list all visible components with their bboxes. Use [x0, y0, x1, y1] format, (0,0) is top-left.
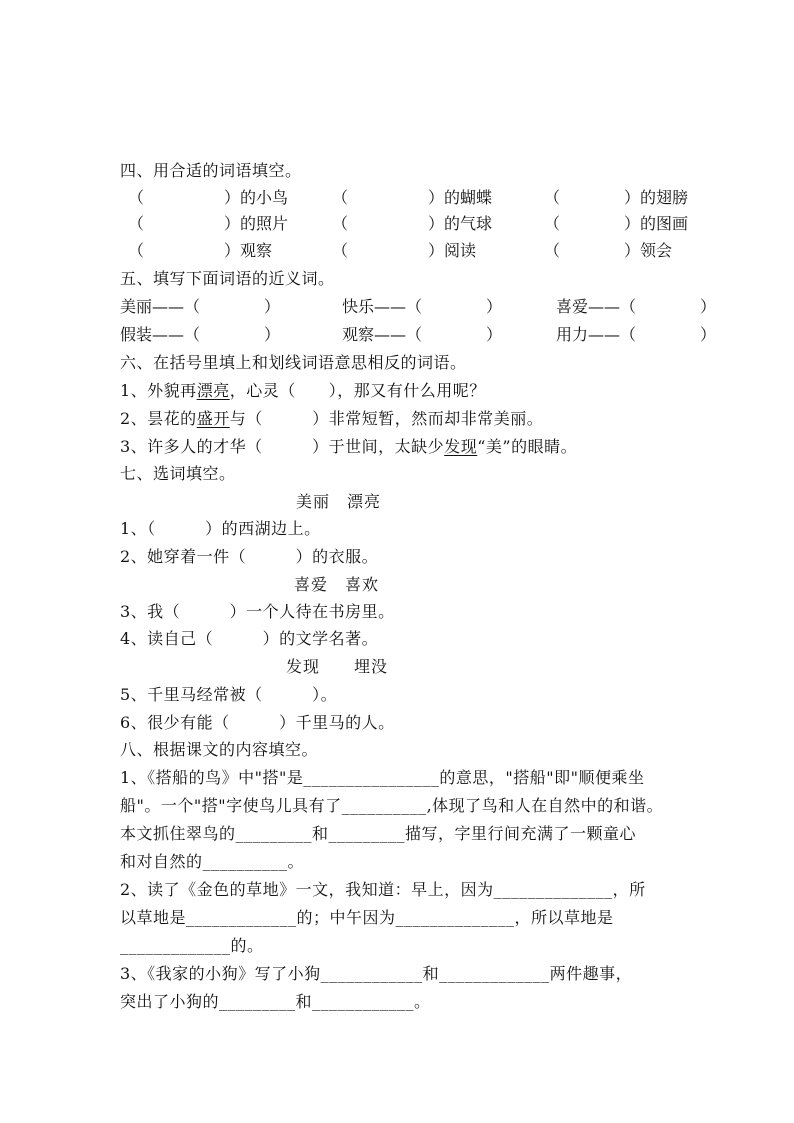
- s7-question-5: 5、千里马经常被（ ）。: [120, 685, 338, 704]
- word-choice-pair-2: 喜爱 喜欢: [294, 575, 380, 594]
- s6-question-2: [120, 408, 543, 430]
- s5-item: 假装——（ ）: [120, 325, 281, 344]
- s8-p2-line-3: _____________的。: [120, 936, 264, 955]
- underlined-word: 漂亮: [196, 381, 230, 400]
- s4-row-1: [120, 187, 760, 209]
- s6-q3-text-b: “美”的眼睛。: [477, 437, 578, 456]
- s5-row-1: [120, 296, 760, 318]
- s6-q1-text-b: ，心灵（ ），那又有什么用呢？: [229, 381, 486, 400]
- s8-p2-line-2: 以草地是_____________的；中午因为______________，所以草地是: [120, 908, 614, 927]
- s6-question-3: [120, 436, 577, 458]
- s4-row-3: [120, 240, 760, 262]
- word-choice-pair-1: 美丽 漂亮: [296, 492, 382, 511]
- section-5-title: 五、填写下面词语的近义词。: [120, 269, 335, 288]
- s7-question-4: 4、读自己（ ）的文学名著。: [120, 629, 379, 648]
- s4-item: （ ）的翅膀: [544, 188, 689, 207]
- s4-item: （ ）阅读: [332, 241, 477, 260]
- s4-row-2: [120, 213, 760, 235]
- s5-item: 快乐——（ ）: [342, 297, 503, 316]
- s7-question-1: 1、（ ）的西湖边上。: [120, 519, 321, 538]
- s6-q2-text-a: 2、昙花的: [120, 409, 197, 428]
- s4-item: （ ）的小鸟: [128, 188, 289, 207]
- s5-row-2: [120, 324, 760, 346]
- s8-p1-line-2: 船"。一个"搭"字使鸟儿具有了__________,体现了鸟和人在自然中的和谐。: [120, 796, 664, 815]
- s8-p3-line-1: 3、《我家的小狗》写了小狗____________和_____________两件趣事，: [120, 964, 633, 983]
- s4-item: （ ）的气球: [332, 214, 493, 233]
- s4-item: （ ）领会: [544, 241, 673, 260]
- section-6-title: 六、在括号里填上和划线词语意思相反的词语。: [120, 353, 467, 372]
- underlined-word: 盛开: [196, 409, 230, 428]
- s5-item: 喜爱——（ ）: [556, 297, 717, 316]
- s6-q2-text-b: 与（ ）非常短暂，然而却非常美丽。: [229, 409, 544, 428]
- s6-q1-text-a: 1、外貌再: [120, 381, 197, 400]
- s5-item: 美丽——（ ）: [120, 297, 281, 316]
- s5-item: 用力——（ ）: [556, 325, 717, 344]
- s7-question-3: 3、我（ ）一个人待在书房里。: [120, 602, 395, 621]
- s4-item: （ ）的图画: [544, 214, 689, 233]
- s8-p1-line-1: 1、《搭船的鸟》中"搭"是________________的意思，"搭船"即"顺便乘坐: [120, 768, 645, 787]
- s4-item: （ ）的蝴蝶: [332, 188, 493, 207]
- s4-item: （ ）的照片: [128, 214, 289, 233]
- section-7-title: 七、选词填空。: [120, 464, 236, 483]
- s6-question-1: [120, 380, 486, 402]
- s8-p1-line-4: 和对自然的__________。: [120, 852, 305, 871]
- section-8-title: 八、根据课文的内容填空。: [120, 740, 319, 759]
- s4-item: （ ）观察: [128, 241, 273, 260]
- section-4-title: 四、用合适的词语填空。: [120, 161, 302, 180]
- s7-question-2: 2、她穿着一件（ ）的衣服。: [120, 547, 379, 566]
- word-choice-pair-3: 发现 埋没: [286, 657, 389, 676]
- s8-p2-line-1: 2、读了《金色的草地》一文，我知道：早上，因为______________，所: [120, 880, 646, 899]
- s6-q3-text-a: 3、许多人的才华（ ）于世间，太缺少: [120, 437, 445, 456]
- s8-p3-line-2: 突出了小狗的_________和____________。: [120, 992, 431, 1011]
- s7-question-6: 6、很少有能（ ）千里马的人。: [120, 713, 395, 732]
- s5-item: 观察——（ ）: [342, 325, 503, 344]
- s8-p1-line-3: 本文抓住翠鸟的_________和_________描写，字里行间充满了一颗童心: [120, 824, 637, 843]
- underlined-word: 发现: [444, 437, 478, 456]
